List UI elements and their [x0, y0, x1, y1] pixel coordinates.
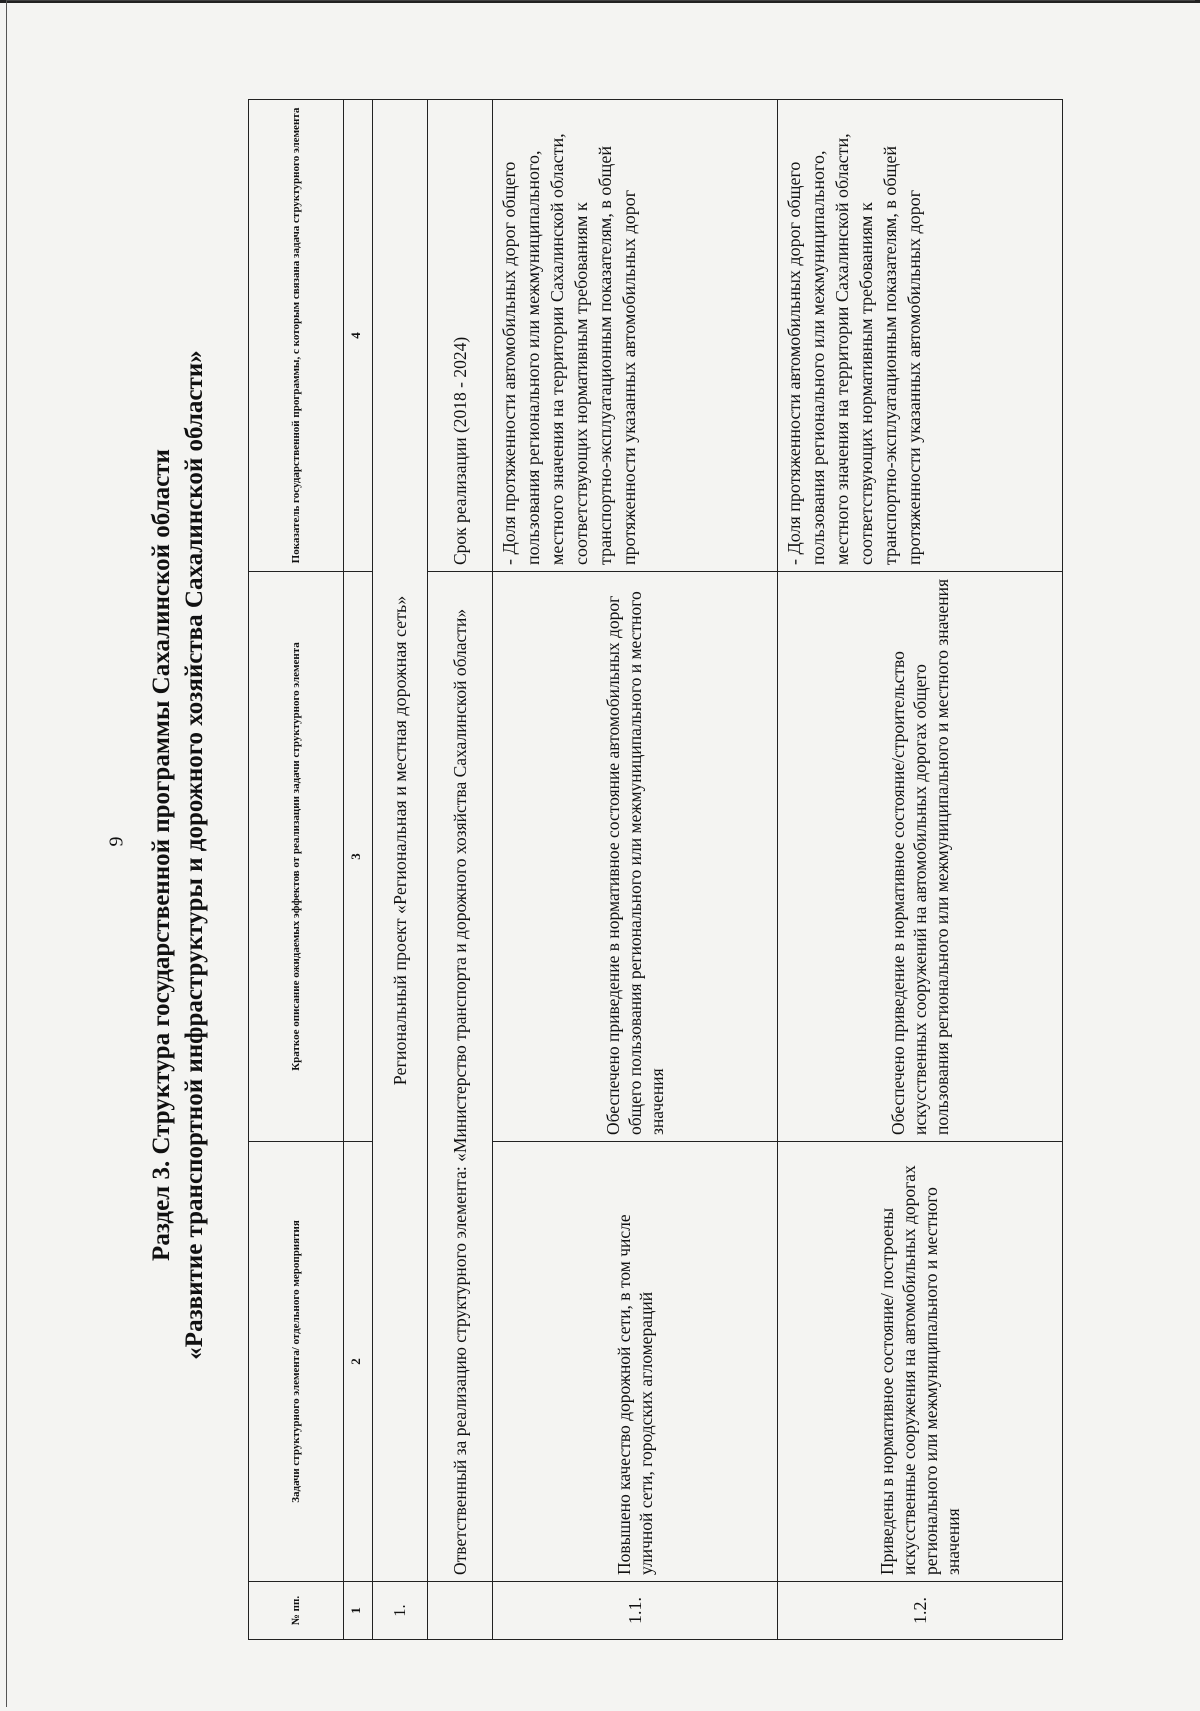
column-number: 3: [344, 572, 373, 1142]
responsible-cell: Ответственный за реализацию структурного элемента: «Министерство транспорта и дорожного хозяйства Сахалинской области»: [428, 572, 493, 1582]
row-effect: Обеспечено приведение в нормативное состояние автомобильных дорог общего пользования регионального или межмуниципального и местного значения: [493, 572, 778, 1142]
column-number: 1: [344, 1582, 373, 1640]
responsible-row: [428, 100, 493, 1640]
row-task: Повышено качество дорожной сети, в том числе уличной сети, городских агломераций: [493, 1142, 778, 1582]
page-number: 9: [105, 836, 128, 847]
table-row: [778, 100, 1063, 1640]
header-effect: Краткое описание ожидаемых эффектов от реализации задачи структурного элемента: [249, 572, 344, 1142]
row-effect: Обеспечено приведение в нормативное состояние/строительство искусственных сооружений на автомобильных дорогах общего пользования регионального или межмуниципального и местного значения: [778, 572, 1063, 1142]
row-task: Приведены в нормативное состояние/ построены искусственные сооружения на автомобильных дорогах регионального или межмуниципального и местного значения: [778, 1142, 1063, 1582]
section-row: [373, 100, 428, 1640]
row-number: 1.1.: [493, 1582, 778, 1640]
row-number: 1.2.: [778, 1582, 1063, 1640]
header-indicator: Показатель государственной программы, с которым связана задача структурного элемента: [249, 100, 344, 572]
row-indicator: - Доля протяженности автомобильных дорог общего пользования регионального или межмуниципального, местного значения на территории Сахалинской области, соответствующих нормативным требованиям к транспортно-эксплуатационным показателям, в общей протяженности указанных автомобильных дорог: [778, 100, 1063, 572]
column-number: 2: [344, 1142, 373, 1582]
title-line-1: Раздел 3. Структура государственной программы Сахалинской области: [148, 449, 175, 1261]
column-number: 4: [344, 100, 373, 572]
column-number-row: [344, 100, 373, 1640]
header-number: № пп.: [249, 1582, 344, 1640]
section-number: 1.: [373, 1582, 428, 1640]
title-line-2: «Развитие транспортной инфраструктуры и дорожного хозяйства Сахалинской области»: [181, 350, 208, 1360]
program-structure-table: [248, 99, 1063, 1640]
section-title-cell: Региональный проект «Региональная и местная дорожная сеть»: [373, 100, 428, 1582]
header-task: Задачи структурного элемента/ отдельного мероприятия: [249, 1142, 344, 1582]
empty-cell: [428, 1582, 493, 1640]
rotated-page-content: [50, 30, 1150, 1680]
section-title: [145, 30, 211, 1680]
header-row: [249, 100, 344, 1640]
row-indicator: - Доля протяженности автомобильных дорог общего пользования регионального или межмуниципального, местного значения на территории Сахалинской области, соответствующих нормативным требованиям к транспортно-эксплуатационным показателям, в общей протяженности указанных автомобильных дорог: [493, 100, 778, 572]
period-cell: Срок реализации (2018 - 2024): [428, 100, 493, 572]
table-row: [493, 100, 778, 1640]
